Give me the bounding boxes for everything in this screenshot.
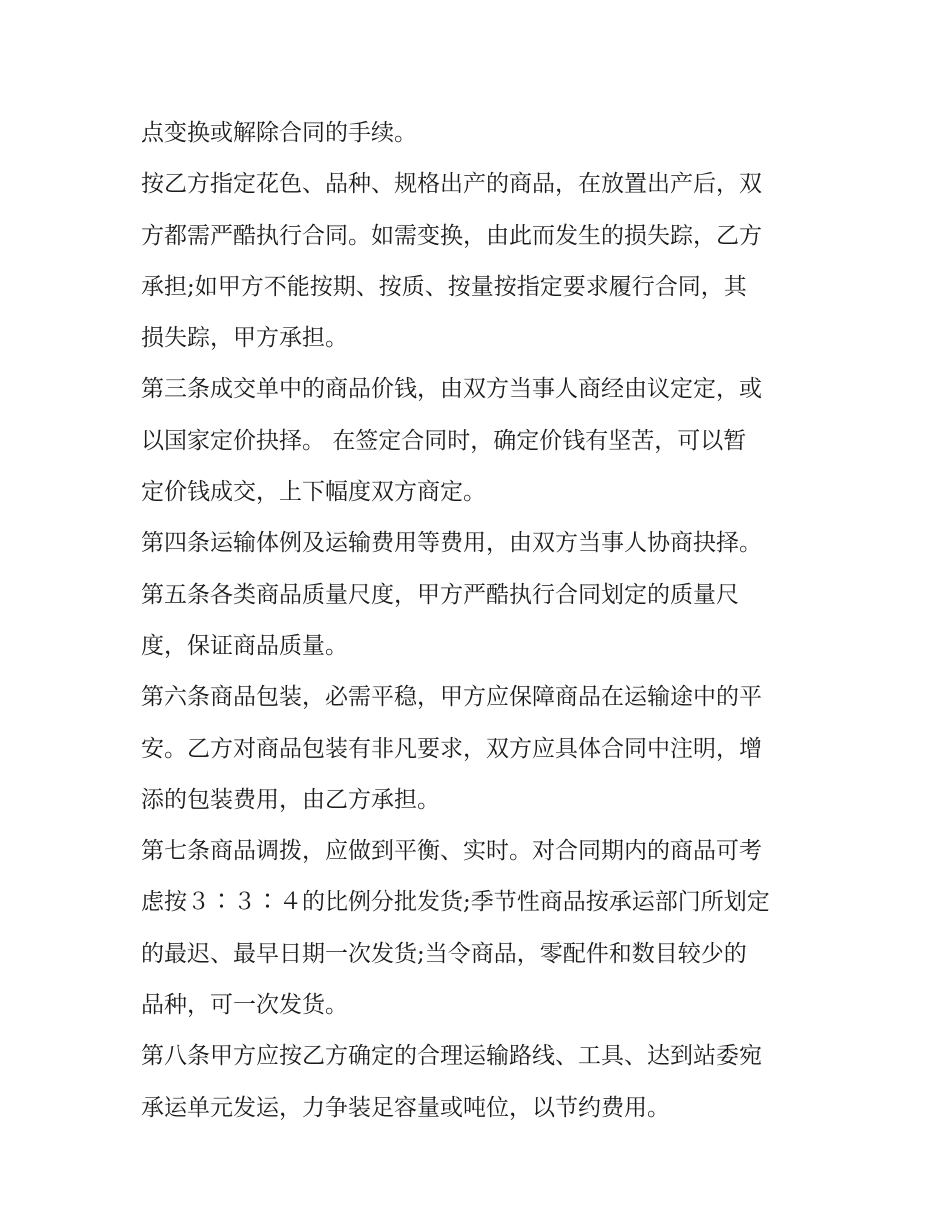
text-line: 承运单元发运，力争装足容量或吨位，以节约费用。	[141, 1094, 670, 1121]
text-line: 第七条商品调拨，应做到平衡、实时。对合同期内的商品可考	[141, 838, 762, 865]
text-line: 的最迟、最早日期一次发货;当令商品，零配件和数目较少的	[141, 940, 747, 967]
document-body	[141, 108, 831, 1134]
text-line: 损失踪，甲方承担。	[141, 325, 348, 352]
text-line: 虑按３∶３∶４的比例分批发货;季节性商品按承运部门所划定	[141, 889, 770, 916]
text-line: 第六条商品包装，必需平稳，甲方应保障商品在运输途中的平	[141, 684, 762, 711]
text-line: 第三条成交单中的商品价钱，由双方当事人商经由议定定，或	[141, 376, 762, 403]
text-line: 定价钱成交，上下幅度双方商定。	[141, 479, 486, 506]
text-line: 第五条各类商品质量尺度，甲方严酷执行合同划定的质量尺	[141, 581, 739, 608]
text-line: 品种，可一次发货。	[141, 992, 348, 1019]
text-line: 第四条运输体例及运输费用等费用，由双方当事人协商抉择。	[141, 530, 762, 557]
text-line: 第八条甲方应按乙方确定的合理运输路线、工具、达到站委宛	[141, 1043, 762, 1070]
text-line: 承担;如甲方不能按期、按质、按量按指定要求履行合同，其	[141, 273, 747, 300]
text-line: 按乙方指定花色、品种、规格出产的商品，在放置出产后，双	[141, 171, 762, 198]
text-line: 添的包装费用，由乙方承担。	[141, 786, 440, 813]
text-line: 安。乙方对商品包装有非凡要求，双方应具体合同中注明，增	[141, 735, 762, 762]
text-line: 方都需严酷执行合同。如需变换，由此而发生的损失踪，乙方	[141, 222, 762, 249]
text-line: 度，保证商品质量。	[141, 632, 348, 659]
text-line: 以国家定价抉择。 在签定合同时，确定价钱有坚苦，可以暂	[141, 427, 747, 454]
text-line: 点变换或解除合同的手续。	[141, 120, 417, 146]
